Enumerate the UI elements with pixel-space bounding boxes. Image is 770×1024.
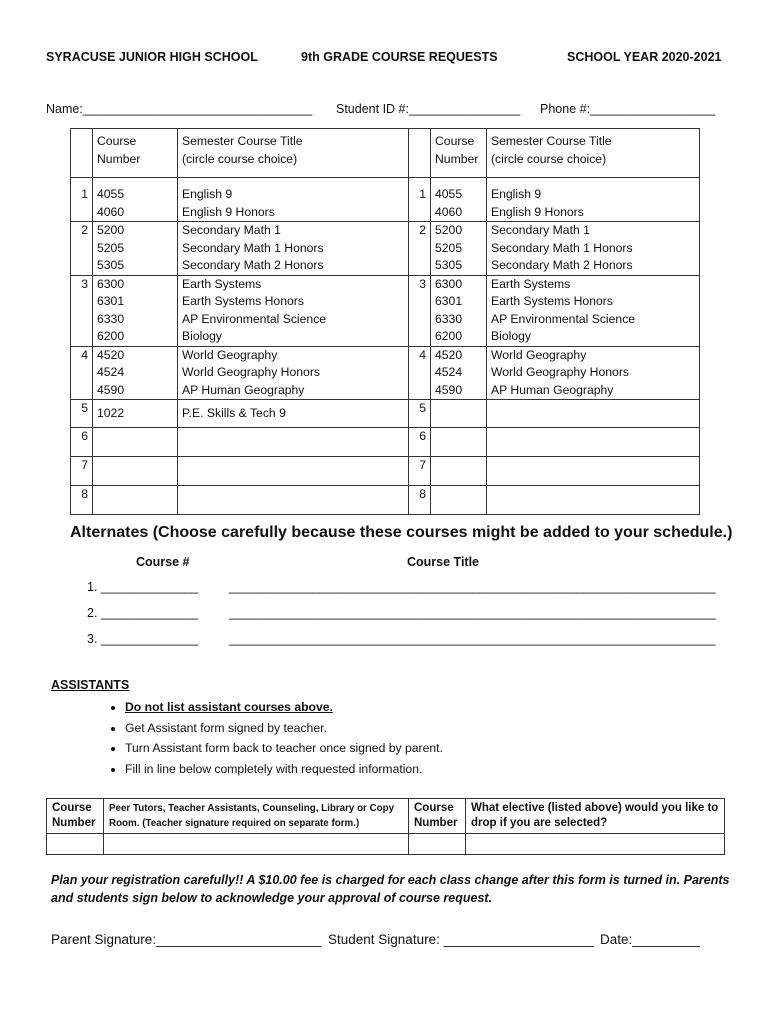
list-item: • Get Assistant form signed by teacher. [125, 718, 443, 739]
assistant-request-table [46, 798, 725, 855]
alternate-row-1: 1. ______________ [87, 580, 199, 594]
alternates-col-number: Course # [136, 555, 190, 569]
school-name: SYRACUSE JUNIOR HIGH SCHOOL [46, 50, 258, 64]
alternate-row-3: 3. ______________ [87, 632, 199, 646]
course-request-table [70, 128, 700, 515]
table-row: 1 4055 4060 English 9 English 9 Honors 1 4055 4060 English 9 English 9 Honors [71, 178, 700, 222]
table-row: 3 6300 6301 6330 6200 Earth Systems Earth Systems Honors AP Environmental Science Biology 3 6300 6301 6330 6200 Earth Systems Earth Systems Honors AP Environmental Science Biology [71, 275, 700, 346]
assistant-course-title-input[interactable] [104, 834, 409, 855]
table-row: 8 8 [71, 486, 700, 515]
alternates-title: Alternates (Choose carefully because these courses might be added to your schedule.) [70, 524, 733, 541]
alternate-1-title-field[interactable]: ______________________________________________________________________ [229, 580, 716, 594]
date-field[interactable]: Date:_________ [600, 932, 700, 947]
drop-course-number-input[interactable] [409, 834, 466, 855]
assistants-instructions [85, 697, 443, 779]
alternate-3-number-field[interactable]: ______________ [100, 632, 199, 646]
table-row [47, 834, 725, 855]
header-course-title-right: Semester Course Title (circle course choice) [487, 129, 700, 178]
list-item: • Do not list assistant courses above. [125, 697, 443, 718]
name-field[interactable]: Name:_________________________________ [46, 102, 313, 116]
table-row: 2 5200 5205 5305 Secondary Math 1 Secondary Math 1 Honors Secondary Math 2 Honors 2 5200 5205 5305 Secondary Math 1 Secondary Math 1 Honors Secondary Math 2 Honors [71, 222, 700, 276]
table-row: 6 6 [71, 428, 700, 457]
alternate-2-title-field[interactable]: ______________________________________________________________________ [229, 606, 716, 620]
parent-signature-field[interactable]: Parent Signature:______________________ [51, 932, 322, 947]
alternate-row-2: 2. ______________ [87, 606, 199, 620]
alternate-3-title-field[interactable]: ______________________________________________________________________ [229, 632, 716, 646]
table-row: 5 1022 P.E. Skills & Tech 9 5 [71, 400, 700, 428]
fee-notice: Plan your registration carefully!! A $10.00 fee is charged for each class change after this form is turned in. Parents and students sign below to acknowledge your approval of course request. [51, 873, 730, 905]
header-course-number-right: Course Number [431, 129, 487, 178]
assistants-title: ASSISTANTS [51, 678, 130, 692]
header-course-title: Semester Course Title (circle course choice) [178, 129, 409, 178]
phone-field[interactable]: Phone #:__________________ [540, 102, 716, 116]
student-id-field[interactable]: Student ID #:________________ [336, 102, 521, 116]
table-header-row: Course Number Peer Tutors, Teacher Assistants, Counseling, Library or Copy Room. (Teacher signature required on separate form.) Course Number What elective (listed above) would you like to drop if you are selected? [47, 799, 725, 834]
list-item: • Fill in line below completely with requested information. [125, 759, 443, 780]
table-row: 4 4520 4524 4590 World Geography World Geography Honors AP Human Geography 4 4520 4524 4590 World Geography World Geography Honors AP Human Geography [71, 346, 700, 400]
alternate-1-number-field[interactable]: ______________ [100, 580, 199, 594]
alternate-2-number-field[interactable]: ______________ [100, 606, 199, 620]
header-course-number: Course Number [93, 129, 178, 178]
school-year: SCHOOL YEAR 2020-2021 [567, 50, 722, 64]
form-title: 9th GRADE COURSE REQUESTS [301, 50, 498, 64]
assistant-course-number-input[interactable] [47, 834, 104, 855]
drop-elective-input[interactable] [466, 834, 725, 855]
alternates-col-title: Course Title [407, 555, 480, 569]
table-row: 7 7 [71, 457, 700, 486]
table-header-row [71, 129, 700, 178]
list-item: • Turn Assistant form back to teacher once signed by parent. [125, 738, 443, 759]
student-signature-field[interactable]: Student Signature: ____________________ [328, 932, 594, 947]
